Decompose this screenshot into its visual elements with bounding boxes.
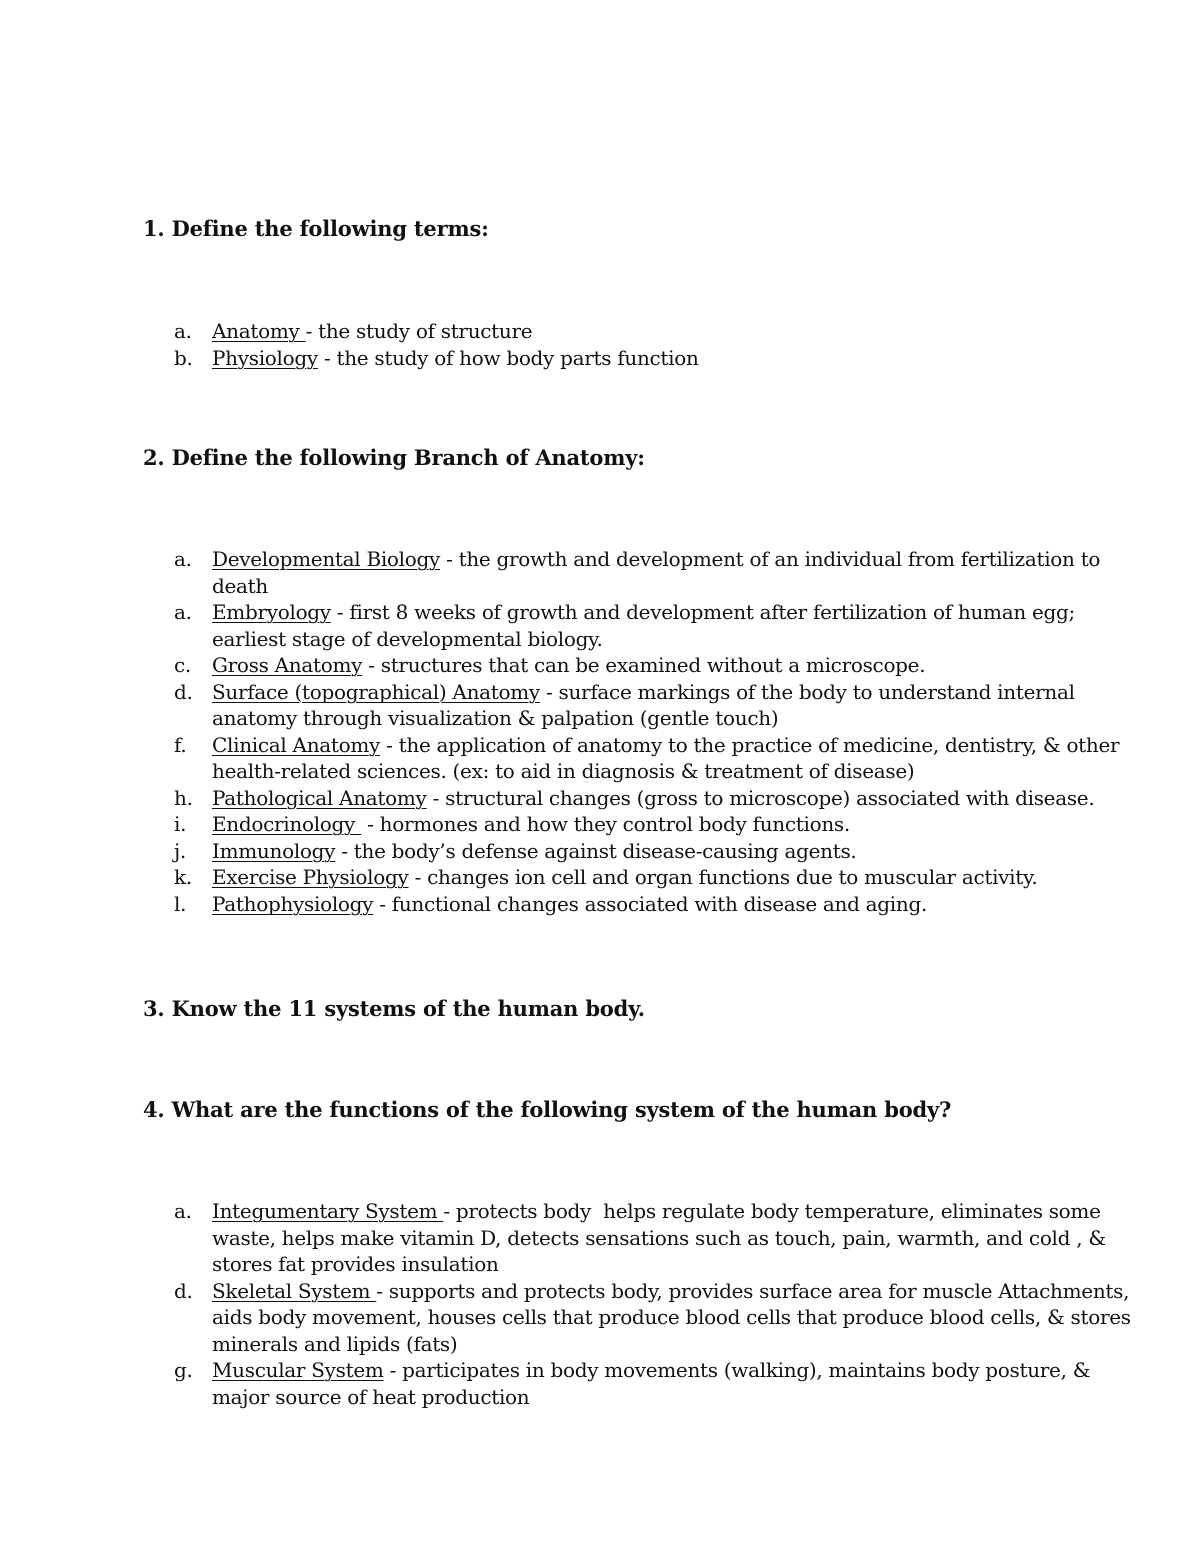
- item-definition: - the study of structure: [305, 319, 533, 343]
- item-term: Developmental Biology: [212, 547, 441, 571]
- item-term: Physiology: [212, 345, 318, 370]
- section-2-heading: 2. Define the following Branch of Anatomy:: [143, 445, 645, 470]
- item-marker: a.: [174, 600, 192, 624]
- section-2-list: [174, 546, 1142, 917]
- item-definition: - first 8 weeks of growth and development after fertilization of human egg; earliest stage of developmental biology.: [212, 600, 1082, 651]
- list-item: [174, 1198, 1142, 1278]
- item-definition: - the body’s defense against disease-causing agents.: [335, 838, 857, 863]
- item-definition: - participates in body movements (walking), maintains body posture, & major source of heat production: [212, 1358, 1097, 1409]
- list-item: [174, 1357, 1142, 1410]
- item-definition: - supports and protects body, provides surface area for muscle Attachments, aids body movement, houses cells that produce blood cells that produce blood cells, & stores minerals and lipids (fats): [212, 1278, 1137, 1356]
- section-3-heading: 3. Know the 11 systems of the human body.: [143, 996, 645, 1021]
- item-marker: d.: [174, 679, 193, 704]
- section-4-list: [174, 1198, 1142, 1410]
- item-term: Pathological Anatomy: [212, 785, 427, 810]
- item-definition: - structural changes (gross to microscope) associated with disease.: [426, 785, 1095, 810]
- item-definition: - the study of how body parts function: [317, 345, 699, 370]
- item-term: Surface (topographical) Anatomy: [212, 679, 540, 704]
- item-term: Muscular System: [212, 1358, 384, 1382]
- item-term: Skeletal System: [212, 1278, 377, 1303]
- item-term: Anatomy: [212, 319, 306, 343]
- section-4-heading: 4. What are the functions of the following system of the human body?: [143, 1097, 952, 1122]
- item-definition: - hormones and how they control body functions.: [361, 812, 850, 836]
- list-item: [174, 345, 1142, 372]
- list-item: [174, 652, 1142, 679]
- item-term: Gross Anatomy: [212, 653, 363, 677]
- item-definition: - surface markings of the body to understand internal anatomy through visualization & palpation (gentle touch): [212, 679, 1081, 730]
- item-term: Endocrinology: [212, 812, 362, 836]
- list-item: [174, 1278, 1142, 1358]
- item-term: Exercise Physiology: [212, 865, 409, 889]
- list-item: [174, 864, 1142, 891]
- item-marker: g.: [174, 1358, 193, 1382]
- list-item: [174, 811, 1142, 838]
- item-marker: a.: [174, 547, 192, 571]
- item-definition: - structures that can be examined without a microscope.: [362, 653, 926, 677]
- list-item: [174, 732, 1142, 785]
- item-definition: - functional changes associated with disease and aging.: [373, 891, 928, 916]
- item-definition: - protects body helps regulate body temperature, eliminates some waste, helps make vitamin D, detects sensations such as touch, pain, warmth, and cold , & stores fat provides insulation: [212, 1199, 1112, 1276]
- item-term: Clinical Anatomy: [212, 732, 381, 757]
- list-item: [174, 599, 1142, 652]
- section-1-list: [174, 318, 1142, 371]
- item-marker: b.: [174, 345, 193, 370]
- item-term: Pathophysiology: [212, 891, 374, 916]
- item-marker: h.: [174, 785, 193, 810]
- item-marker: i.: [174, 812, 187, 836]
- list-item: [174, 891, 1142, 918]
- item-marker: a.: [174, 1199, 192, 1223]
- list-item: [174, 785, 1142, 812]
- item-definition: - the growth and development of an individual from fertilization to death: [212, 547, 1107, 598]
- item-definition: - the application of anatomy to the practice of medicine, dentistry, & other health-related sciences. (ex: to aid in diagnosis & treatment of disease): [212, 732, 1126, 783]
- item-marker: k.: [174, 865, 192, 889]
- item-term: Embryology: [212, 600, 331, 624]
- item-marker: d.: [174, 1278, 193, 1303]
- item-marker: c.: [174, 653, 191, 677]
- list-item: [174, 679, 1142, 732]
- item-term: Immunology: [212, 838, 336, 863]
- item-marker: a.: [174, 319, 192, 343]
- list-item: [174, 318, 1142, 345]
- item-definition: - changes ion cell and organ functions due to muscular activity.: [408, 865, 1038, 889]
- list-item: [174, 546, 1142, 599]
- item-marker: j.: [174, 838, 186, 863]
- item-marker: f.: [174, 732, 187, 757]
- item-term: Integumentary System: [212, 1199, 444, 1223]
- list-item: [174, 838, 1142, 865]
- section-1-heading: 1. Define the following terms:: [143, 216, 489, 241]
- item-marker: l.: [174, 891, 187, 916]
